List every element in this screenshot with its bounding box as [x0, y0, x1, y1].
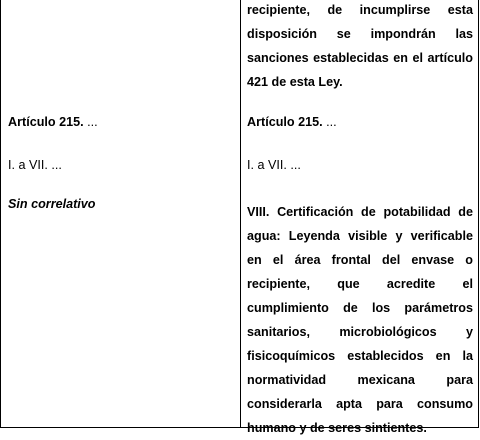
right-continuation-line: sanciones establecidas en el artículo — [247, 51, 473, 65]
right-new-fraction-viii — [247, 200, 473, 440]
right-continuation-line: 421 de esta Ley. — [247, 75, 343, 89]
right-fraction-line: en el área frontal del envase o — [247, 253, 473, 267]
right-fraction-line: humano y de seres sintientes. — [247, 421, 427, 435]
left-fractions: I. a VII. ... — [8, 158, 62, 172]
right-continuation-line: disposición se impondrán las — [247, 27, 473, 41]
right-article-heading: Artículo 215. — [247, 115, 323, 129]
right-fraction-line: agua: Leyenda visible y verificable — [247, 229, 473, 243]
right-fraction-line: VIII. Certificación de potabilidad de — [247, 205, 473, 219]
table-border-left — [0, 0, 1, 428]
right-fraction-line: sanitarios, microbiológicos y — [247, 325, 473, 339]
left-article-215 — [8, 110, 236, 134]
right-fractions: I. a VII. ... — [247, 158, 301, 172]
right-fraction-line: normatividad mexicana para — [247, 373, 473, 387]
right-fraction-line: cumplimiento de los parámetros — [247, 301, 473, 315]
left-no-correlative: Sin correlativo — [8, 197, 96, 211]
right-fraction-line: recipiente, que acredite el — [247, 277, 473, 291]
right-fraction-line: considerarla apta para consumo — [247, 397, 473, 411]
left-article-heading: Artículo 215. — [8, 115, 84, 129]
right-article-ellipsis: ... — [322, 115, 337, 129]
right-continuation-paragraph — [247, 0, 473, 94]
left-article-ellipsis: ... — [83, 115, 98, 129]
right-fraction-line: fisicoquímicos establecidos en la — [247, 349, 473, 363]
right-continuation-line: recipiente, de incumplirse esta — [247, 3, 473, 17]
table-column-divider — [240, 0, 241, 428]
right-article-215 — [247, 110, 473, 134]
table-border-right — [478, 0, 479, 428]
